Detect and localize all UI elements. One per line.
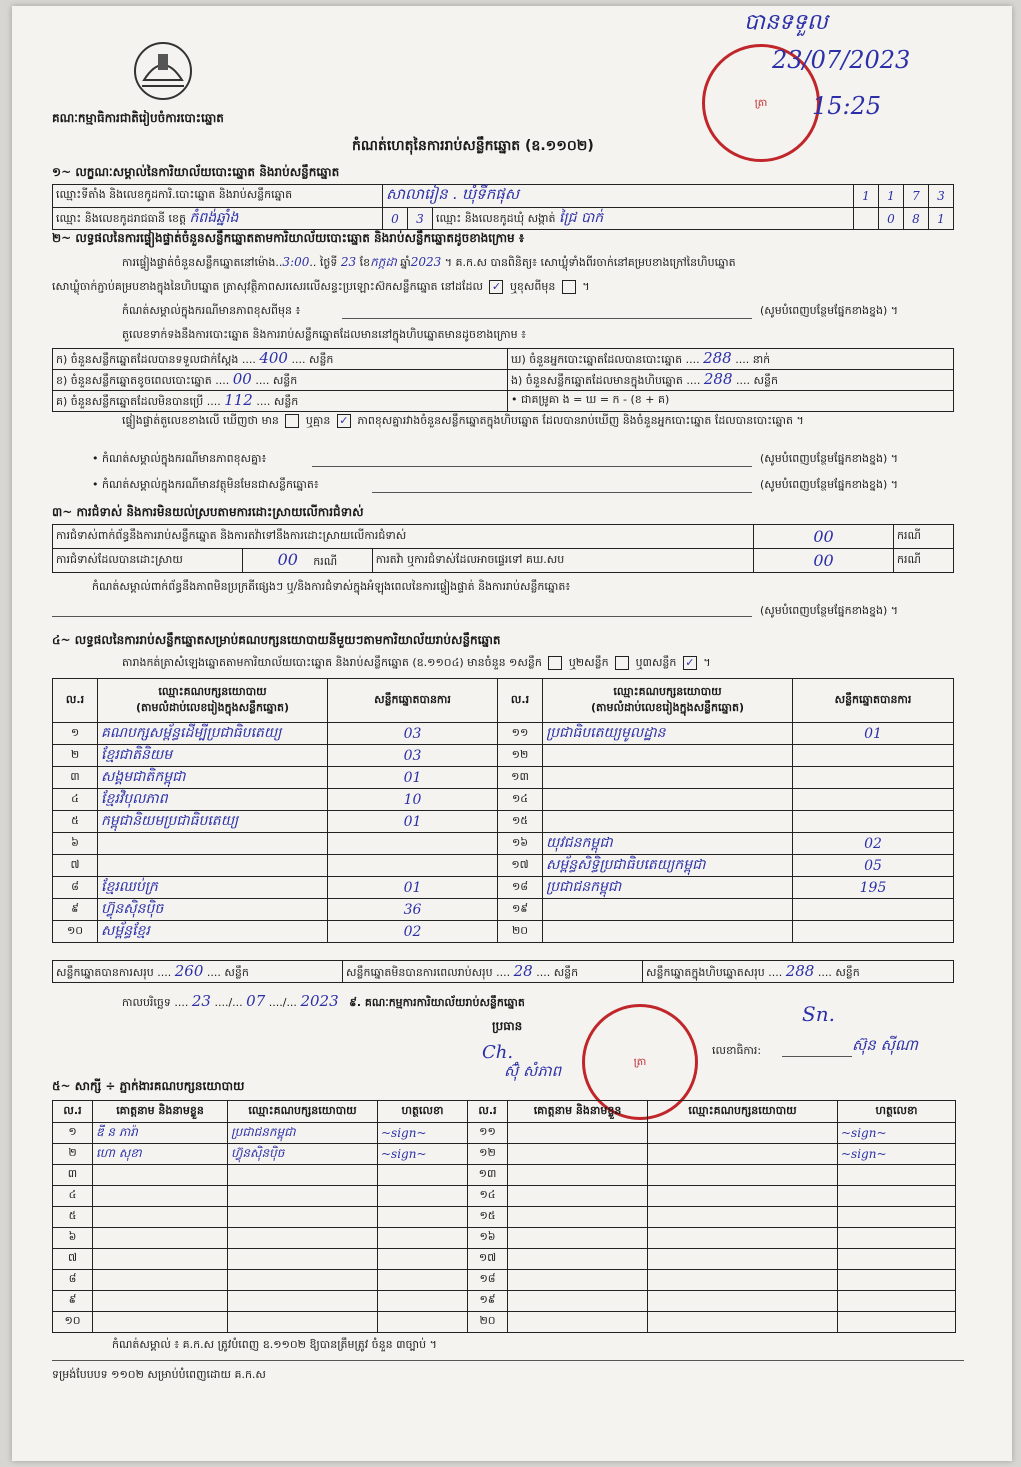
witness-name <box>508 1312 648 1333</box>
party-votes <box>793 745 954 767</box>
party-name <box>543 745 793 767</box>
witness-party <box>228 1207 378 1228</box>
three-sheets-checkbox[interactable]: ✓ <box>683 656 697 670</box>
section4-intro: តារាងកត់ត្រាសំឡេងឆ្នោតតាមការិយាល័យបោះឆ្នោត និងរាប់សន្លឹកឆ្នោត (ឧ.១១០៤) មានចំនួន ១សន្លឹក ឬ២សន្លឹក ឬ៣សន្លឹក ✓ ។ <box>122 656 711 669</box>
party-no: ១២ <box>498 745 543 767</box>
form-note: ទម្រង់បែបបទ ១១០២ សម្រាប់បំពេញដោយ គ.ក.ស <box>52 1368 266 1381</box>
witness-no: ១៦ <box>468 1228 508 1249</box>
witness-no: ៦ <box>53 1228 93 1249</box>
party-name <box>543 921 793 943</box>
col-votes: សន្លឹកឆ្នោតបានការ <box>328 679 498 723</box>
witness-name <box>508 1123 648 1144</box>
results-body <box>53 723 954 943</box>
chair-signature: Ch. <box>482 1042 514 1063</box>
bullet2: • កំណត់សម្គាល់ក្នុងករណីមានវត្ថុមិនមែនជាសន្លឹកឆ្នោត៖ <box>92 478 319 491</box>
form-page <box>12 6 1012 1461</box>
w-col-sign-right: ហត្ថលេខា <box>838 1101 956 1123</box>
witness-no: ១៤ <box>468 1186 508 1207</box>
party-no: ២០ <box>498 921 543 943</box>
party-name: សង្គមជាតិកម្ពុជា <box>98 767 328 789</box>
witness-no: ៧ <box>53 1249 93 1270</box>
party-votes: 03 <box>328 745 498 767</box>
col-no: ល.រ <box>53 679 98 723</box>
commune-label: ឈ្មោះ និងលេខកូដឃុំ សង្កាត់ ជ្រៃ បាក់ <box>433 208 854 230</box>
witness-signature <box>378 1228 468 1249</box>
party-votes: 01 <box>328 767 498 789</box>
stamp-date: 23/07/2023 <box>772 46 911 74</box>
witness-no: ១០ <box>53 1312 93 1333</box>
commune-code-3: 1 <box>929 208 954 230</box>
province-value: កំពង់ឆ្នាំង <box>189 210 239 226</box>
objection-unit: ករណី <box>894 525 954 549</box>
section2-para2: សោឃ្លុំចាក់ភ្ជាប់គម្របខាងក្នុងនៃហិបឆ្នោត ត្រាសុវត្ថិភាពសរសេរលើសន្ទះប្រឡោះស៊កសន្លឹកឆ្នោត នៅដដែល ✓ ឬខុសពីមុន ។ <box>52 280 590 293</box>
objections-table <box>52 524 954 573</box>
appeal-label: ការតវ៉ា ឬការជំទាស់ដែលអាចផ្ទេរទៅ គឃ.សប <box>372 549 753 573</box>
verify-time: 3:00 <box>282 255 310 269</box>
witness-party <box>228 1249 378 1270</box>
party-name: យុវជនកម្ពុជា <box>543 833 793 855</box>
verify-year: 2023 <box>410 255 442 269</box>
party-no: ១៧ <box>498 855 543 877</box>
party-no: ២ <box>53 745 98 767</box>
w-col-party-right: ឈ្មោះគណបក្សនយោបាយ <box>648 1101 838 1123</box>
province-code-1: 0 <box>383 208 408 230</box>
party-votes <box>328 833 498 855</box>
witness-name <box>93 1228 228 1249</box>
witness-party <box>648 1144 838 1165</box>
party-name <box>543 767 793 789</box>
date-line: កាលបរិច្ឆេទ .... 23 ..../... 07 ..../... 2023 ៩. គណៈកម្មការការិយាល័យរាប់សន្លឹកឆ្នោត <box>122 992 525 1010</box>
section1-table <box>52 184 954 230</box>
table-row <box>53 1207 956 1228</box>
party-no: ៦ <box>53 833 98 855</box>
witness-name <box>93 1165 228 1186</box>
party-name: ខ្មែរវិបុលភាព <box>98 789 328 811</box>
party-votes <box>793 899 954 921</box>
totals-table <box>52 960 954 983</box>
table-row <box>53 767 954 789</box>
table-row <box>53 877 954 899</box>
official-seal: ត្រា <box>582 1004 698 1120</box>
witness-no: ៨ <box>53 1270 93 1291</box>
stamp-time: 15:25 <box>812 92 882 120</box>
witness-signature <box>378 1207 468 1228</box>
party-name <box>543 899 793 921</box>
witness-signature <box>838 1228 956 1249</box>
witness-no: ១២ <box>468 1144 508 1165</box>
party-votes: 02 <box>793 833 954 855</box>
party-name: សម្ព័ន្ធសិទ្ធិប្រជាធិបតេយ្យកម្ពុជា <box>543 855 793 877</box>
has-difference-checkbox[interactable] <box>285 414 299 428</box>
party-votes: 01 <box>793 723 954 745</box>
location-code-2: 1 <box>879 185 904 208</box>
party-name: សម្ព័ន្ធខ្មែរ <box>98 921 328 943</box>
witness-signature <box>378 1270 468 1291</box>
one-sheet-checkbox[interactable] <box>548 656 562 670</box>
party-no: ៨ <box>53 877 98 899</box>
table-row <box>53 811 954 833</box>
party-name: ខ្មែរឈប់ក្រ <box>98 877 328 899</box>
witness-name <box>508 1249 648 1270</box>
witness-party: ប្រជាជនកម្ពុជា <box>228 1123 378 1144</box>
verify-day: 23 <box>340 255 357 269</box>
section3-heading: ៣~ ការជំទាស់ និងការមិនយល់ស្របតាមការដោះស្រាយលើការជំទាស់ <box>52 505 364 519</box>
secretary-signature: Sn. <box>802 1002 835 1026</box>
witness-signature <box>378 1186 468 1207</box>
party-no: ១៦ <box>498 833 543 855</box>
witness-signature: ~sign~ <box>838 1123 956 1144</box>
table-row <box>53 1186 956 1207</box>
resolved-label: ការជំទាស់ដែលបានដោះស្រាយ <box>53 549 243 573</box>
witness-name <box>508 1144 648 1165</box>
witness-no: ១៨ <box>468 1270 508 1291</box>
witness-signature <box>838 1207 956 1228</box>
witness-party <box>648 1123 838 1144</box>
witness-signature <box>838 1249 956 1270</box>
party-votes <box>793 921 954 943</box>
col-party: ឈ្មោះគណបក្សនយោបាយ (តាមលំដាប់លេខរៀងក្នុងសន្លឹកឆ្នោត) <box>98 679 328 723</box>
witness-signature <box>378 1291 468 1312</box>
section3-note: កំណត់សម្គាល់ពាក់ព័ន្ធនឹងភាពមិនប្រក្រតីផ្សេងៗ ឬ/និងការជំទាស់ក្នុងអំឡុងពេលនៃការផ្ទៀងផ្ទាត់ និងការរាប់សន្លឹកឆ្នោត៖ <box>92 580 571 593</box>
note1-hint: (សូមបំពេញបន្ថែមផ្នែកខាងខ្នង) ។ <box>760 304 899 317</box>
location-code-4: 3 <box>929 185 954 208</box>
witness-party <box>228 1312 378 1333</box>
section2-heading: ២~ លទ្ធផលនៃការផ្ទៀងផ្ទាត់ចំនួនសន្លឹកឆ្នោតតាមការិយាល័យបោះឆ្នោត និងរាប់សន្លឹកឆ្នោតដូចខាងក្រោម ៖ <box>52 231 525 245</box>
witness-party <box>648 1165 838 1186</box>
total-invalid: សន្លឹកឆ្នោតមិនបានការពេលរាប់សរុប .... 28 .... សន្លឹក <box>343 961 643 983</box>
witness-name <box>508 1207 648 1228</box>
party-votes <box>793 789 954 811</box>
changed-checkbox[interactable] <box>562 280 576 294</box>
witness-name <box>508 1270 648 1291</box>
table-row <box>53 1144 956 1165</box>
witness-name <box>508 1165 648 1186</box>
received-value: 400 <box>259 349 288 367</box>
witness-name <box>508 1228 648 1249</box>
w-col-no-right: ល.រ <box>468 1101 508 1123</box>
witness-no: ១១ <box>468 1123 508 1144</box>
table-row <box>53 789 954 811</box>
party-no: ១៨ <box>498 877 543 899</box>
objection-label: ការជំទាស់ពាក់ព័ន្ធនឹងការរាប់សន្លឹកឆ្នោត និងការតវ៉ាទៅនឹងការដោះស្រាយលើការជំទាស់ <box>53 525 754 549</box>
section3-hint: (សូមបំពេញបន្ថែមផ្នែកខាងខ្នង) ។ <box>760 604 899 617</box>
witness-name <box>93 1291 228 1312</box>
party-name: កម្ពុជានិយមប្រជាធិបតេយ្យ <box>98 811 328 833</box>
resolved-value: 00 ករណី <box>243 549 373 573</box>
two-sheets-checkbox[interactable] <box>615 656 629 670</box>
party-no: ១៥ <box>498 811 543 833</box>
section4-heading: ៤~ លទ្ធផលនៃការរាប់សន្លឹកឆ្នោតសម្រាប់គណបក្សនយោបាយនីមួយៗតាមការិយាល័យរាប់សន្លឹកឆ្នោត <box>52 633 501 647</box>
w-col-sign: ហត្ថលេខា <box>378 1101 468 1123</box>
witness-signature <box>838 1270 956 1291</box>
witness-signature <box>838 1165 956 1186</box>
location-label: ឈ្មោះទីតាំង និងលេខកូដការិ.បោះឆ្នោត និងរាប់សន្លឹកឆ្នោត <box>53 185 383 208</box>
form-title: កំណត់ហេតុនៃការរាប់សន្លឹកឆ្នោត (ឧ.១១០២) <box>352 138 594 154</box>
witness-party <box>648 1186 838 1207</box>
chair-label: ប្រធាន <box>492 1019 523 1033</box>
table-row <box>53 899 954 921</box>
witness-signature <box>838 1186 956 1207</box>
party-no: ១៤ <box>498 789 543 811</box>
witness-table <box>52 1100 956 1333</box>
party-no: ៩ <box>53 899 98 921</box>
party-votes: 01 <box>328 811 498 833</box>
section1-heading: ១~ លក្ខណៈសម្គាល់នៃការិយាល័យបោះឆ្នោត និងរាប់សន្លឹកឆ្នោត <box>52 165 340 179</box>
party-name: ហ៊្វុនស៊ិនប៉ិច <box>98 899 328 921</box>
party-name: ប្រជាធិបតេយ្យមូលដ្ឋាន <box>543 723 793 745</box>
party-votes <box>793 811 954 833</box>
party-votes: 01 <box>328 877 498 899</box>
witness-name <box>93 1207 228 1228</box>
witness-no: ៣ <box>53 1165 93 1186</box>
location-code-1: 1 <box>854 185 879 208</box>
secretary-name: ស៊ុន ស៊ីណា <box>852 1036 918 1054</box>
secretary-label: លេខាធិការ: <box>712 1044 762 1057</box>
witness-party <box>228 1186 378 1207</box>
witness-signature: ~sign~ <box>378 1123 468 1144</box>
col-party-right: ឈ្មោះគណបក្សនយោបាយ (តាមលំដាប់លេខរៀងក្នុងសន្លឹកឆ្នោត) <box>543 679 793 723</box>
witness-signature <box>838 1312 956 1333</box>
witness-name: ឌី ន ភារ៉ា <box>93 1123 228 1144</box>
witness-name <box>508 1186 648 1207</box>
verify-month: កក្កដា <box>370 255 397 269</box>
table-row <box>53 1312 956 1333</box>
voters-value: 288 <box>703 349 732 367</box>
spoiled-value: 00 <box>232 370 252 388</box>
witness-signature <box>378 1165 468 1186</box>
party-no: ១ <box>53 723 98 745</box>
w-col-party: ឈ្មោះគណបក្សនយោបាយ <box>228 1101 378 1123</box>
witness-no: ២០ <box>468 1312 508 1333</box>
unused-row: គ) ចំនួនសន្លឹកឆ្នោតដែលមិនបានប្រើ .... 112 .... សន្លឹក <box>53 391 508 412</box>
witness-party <box>228 1165 378 1186</box>
commune-code-1: 0 <box>879 208 904 230</box>
witness-no: ៥ <box>53 1207 93 1228</box>
org-name: គណៈកម្មាធិការជាតិរៀបចំការបោះឆ្នោត <box>52 111 224 125</box>
witness-name: ហោ សុខា <box>93 1144 228 1165</box>
results-table <box>52 678 954 943</box>
party-votes: 195 <box>793 877 954 899</box>
bullet1: • កំណត់សម្គាល់ក្នុងករណីមានភាពខុសគ្នា៖ <box>92 452 267 465</box>
witness-no: ១៧ <box>468 1249 508 1270</box>
witness-no: ៩ <box>53 1291 93 1312</box>
witness-name <box>93 1186 228 1207</box>
witness-signature <box>378 1312 468 1333</box>
received-row: ក) ចំនួនសន្លឹកឆ្នោតដែលបានទទួលជាក់ស្តែង .... 400 .... សន្លឹក <box>53 349 508 370</box>
table-row <box>53 921 954 943</box>
witness-party <box>648 1312 838 1333</box>
unused-value: 112 <box>224 391 253 409</box>
appeal-value: 00 <box>754 549 894 573</box>
province-code-2: 3 <box>408 208 433 230</box>
formula-row: • ជាគម្រូគា ង = ឃ = ក - (ខ + គ) <box>508 391 954 412</box>
note1: កំណត់សម្គាល់ក្នុងករណីមានភាពខុសពីមុន ៖ <box>122 304 301 317</box>
party-votes: 03 <box>328 723 498 745</box>
party-no: ១៣ <box>498 767 543 789</box>
party-votes: 02 <box>328 921 498 943</box>
party-no: ១១ <box>498 723 543 745</box>
witness-party <box>648 1270 838 1291</box>
witness-signature: ~sign~ <box>838 1144 956 1165</box>
witness-party <box>648 1249 838 1270</box>
stamp-received-text: បានទទួល <box>744 10 828 35</box>
in-box-row: ង) ចំនួនសន្លឹកឆ្នោតដែលមានក្នុងហិបឆ្នោត .... 288 .... សន្លឹក <box>508 370 954 391</box>
chair-name: ស៊ុំ សំភាព <box>504 1062 562 1080</box>
witness-no: ១៣ <box>468 1165 508 1186</box>
witness-party <box>648 1291 838 1312</box>
province-label: ឈ្មោះ និងលេខកូដរាជធានី ខេត្ត កំពង់ឆ្នាំង <box>53 208 383 230</box>
w-col-name-right: គោត្តនាម និងនាមខ្លួន <box>508 1101 648 1123</box>
table-row <box>53 1123 956 1144</box>
total-valid: សន្លឹកឆ្នោតបានការសរុប .... 260 .... សន្លឹក <box>53 961 343 983</box>
table-row <box>53 723 954 745</box>
table-row <box>53 1270 956 1291</box>
table-row <box>53 1228 956 1249</box>
witness-party <box>228 1291 378 1312</box>
witness-no: ៤ <box>53 1186 93 1207</box>
w-col-name: គោត្តនាម និងនាមខ្លួន <box>93 1101 228 1123</box>
witness-signature: ~sign~ <box>378 1144 468 1165</box>
party-no: ៣ <box>53 767 98 789</box>
party-no: ៧ <box>53 855 98 877</box>
witness-signature <box>378 1249 468 1270</box>
party-name: គណបក្សសម្ព័ន្ធដើម្បីប្រជាធិបតេយ្យ <box>98 723 328 745</box>
party-no: ៥ <box>53 811 98 833</box>
witness-name <box>93 1249 228 1270</box>
party-name <box>543 789 793 811</box>
witness-signature <box>838 1291 956 1312</box>
no-difference-checkbox[interactable]: ✓ <box>337 414 351 428</box>
witness-name <box>93 1312 228 1333</box>
party-votes <box>793 767 954 789</box>
party-votes: 36 <box>328 899 498 921</box>
spoiled-row: ខ) ចំនួនសន្លឹកឆ្នោតខូចពេលបោះឆ្នោត .... 00 .... សន្លឹក <box>53 370 508 391</box>
party-votes: 10 <box>328 789 498 811</box>
witness-party: ហ៊្វុនស៊ិនប៉ិច <box>228 1144 378 1165</box>
party-no: ១០ <box>53 921 98 943</box>
witness-body <box>53 1123 956 1333</box>
total-box: សន្លឹកឆ្នោតក្នុងហិបឆ្នោតសរុប .... 288 .... សន្លឹក <box>643 961 954 983</box>
table-row <box>53 855 954 877</box>
bullet1-hint: (សូមបំពេញបន្ថែមផ្នែកខាងខ្នង) ។ <box>760 452 899 465</box>
section2-para3: ផ្ទៀងផ្ទាត់តួលេខខាងលើ ឃើញថា មាន ឬគ្មាន ✓ ភាពខុសគ្នារវាងចំនួនសន្លឹកឆ្នោតក្នុងហិបឆ្នោត ដែលបានរាប់ឃើញ និងចំនួនអ្នកបោះឆ្នោត ដែលបានបោះឆ្នោត ។ <box>122 414 804 427</box>
witness-party <box>228 1270 378 1291</box>
footnote: កំណត់សម្គាល់ ៖ គ.ក.ស ត្រូវបំពេញ ឧ.១១០២ ឱ្យបានត្រឹមត្រូវ ចំនួន ៣ច្បាប់ ។ <box>112 1338 437 1351</box>
bullet2-hint: (សូមបំពេញបន្ថែមផ្នែកខាងខ្នង) ។ <box>760 478 899 491</box>
party-votes: 05 <box>793 855 954 877</box>
party-name <box>98 833 328 855</box>
table-row <box>53 745 954 767</box>
witness-party <box>648 1207 838 1228</box>
party-name: ខ្មែរជាតិនិយម <box>98 745 328 767</box>
party-name: ប្រជាជនកម្ពុជា <box>543 877 793 899</box>
unchanged-checkbox[interactable]: ✓ <box>489 280 503 294</box>
in-box-value: 288 <box>703 370 733 388</box>
witness-no: ១៩ <box>468 1291 508 1312</box>
witness-name <box>93 1270 228 1291</box>
received-seal: ត្រា <box>702 44 820 162</box>
witness-no: ១ <box>53 1123 93 1144</box>
table-row <box>53 1291 956 1312</box>
table-row <box>53 1249 956 1270</box>
witness-party <box>648 1228 838 1249</box>
commune-code-2: 8 <box>904 208 929 230</box>
section5-heading: ៥~ សាក្សី ÷ ភ្នាក់ងារគណបក្សនយោបាយ <box>52 1079 245 1093</box>
col-no-right: ល.រ <box>498 679 543 723</box>
party-no: ៤ <box>53 789 98 811</box>
party-name <box>98 855 328 877</box>
location-value: សាលារៀន . ឃុំទឹកផុស <box>383 185 854 208</box>
table-row <box>53 833 954 855</box>
commune-value: ជ្រៃ បាក់ <box>559 210 604 226</box>
witness-no: ២ <box>53 1144 93 1165</box>
witness-party <box>228 1228 378 1249</box>
location-code-3: 7 <box>904 185 929 208</box>
emblem-icon <box>132 40 194 102</box>
section2-para1: ការផ្ទៀងផ្ទាត់ចំនួនសន្លឹកឆ្នោតនៅម៉ោង..3:00.. ថ្ងៃទី 23 ខែកក្កដា ឆ្នាំ2023 ។ គ.ក.ស បានពិនិត្យ៖ សោឃ្លុំទាំងពីរចាក់នៅគម្របខាងក្រៅនៃហិបឆ្នោត <box>122 255 736 269</box>
w-col-no: ល.រ <box>53 1101 93 1123</box>
col-votes-right: សន្លឹកឆ្នោតបានការ <box>793 679 954 723</box>
witness-name <box>508 1291 648 1312</box>
party-name <box>543 811 793 833</box>
voters-row: ឃ) ចំនួនអ្នកបោះឆ្នោតដែលបានបោះឆ្នោត .... 288 .... នាក់ <box>508 349 954 370</box>
witness-no: ១៥ <box>468 1207 508 1228</box>
objection-value: 00 <box>754 525 894 549</box>
note2: តួលេខទាក់ទងនឹងការបោះឆ្នោត និងការរាប់សន្លឹកឆ្នោតដែលមាននៅក្នុងហិបឆ្នោតមានដូចខាងក្រោម ៖ <box>122 328 526 341</box>
party-no: ១៩ <box>498 899 543 921</box>
table-row <box>53 1165 956 1186</box>
party-votes <box>328 855 498 877</box>
appeal-unit: ករណី <box>894 549 954 573</box>
counts-table <box>52 348 954 412</box>
